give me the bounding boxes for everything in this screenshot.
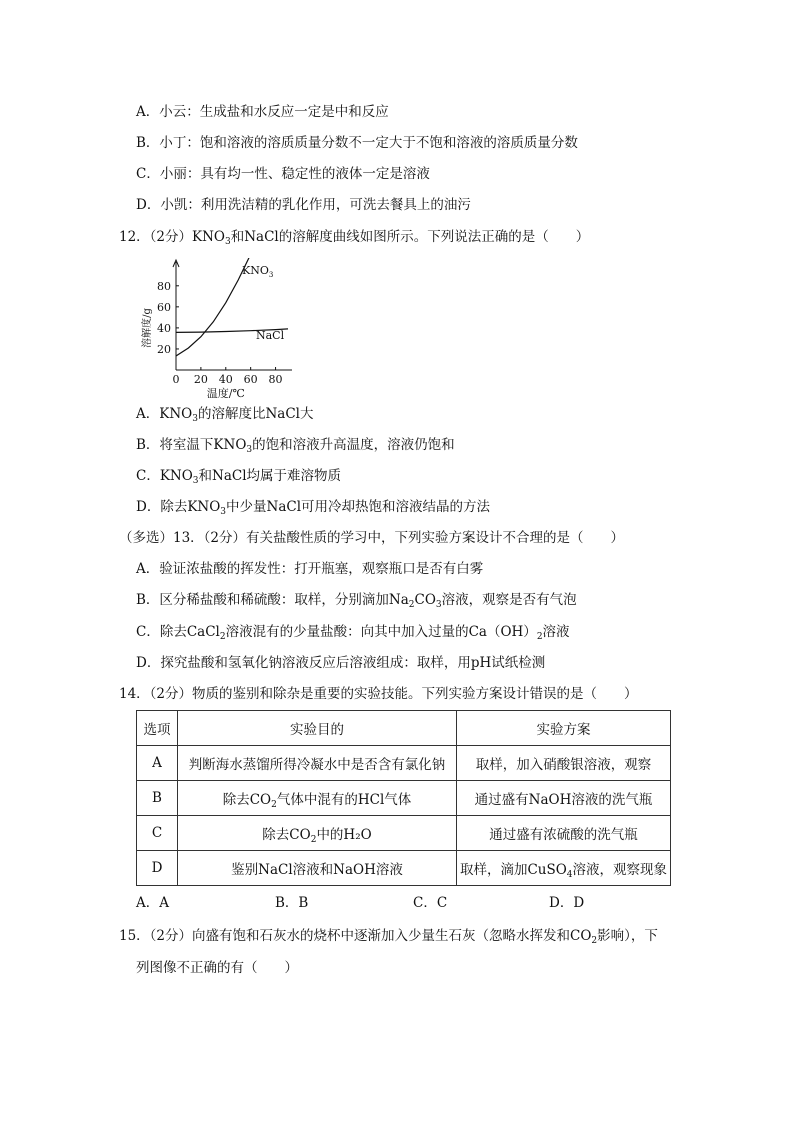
x-tick-label: 0 [172,373,180,386]
q11-option-c: C．小丽：具有均一性、稳定性的液体一定是溶液 [136,166,430,182]
row-plan: 通过盛有浓硫酸的洗气瓶 [457,816,671,851]
q13-option-c: C．除去CaCl$_2$溶液混有的少量盐酸：向其中加入过量的$Ca(OH)_2$溶液 [136,624,570,642]
y-axis-label: 溶解度/g [142,308,153,348]
row-option: A [137,746,178,781]
q13-option-a: A．验证浓盐酸的挥发性：打开瓶塞，观察瓶口是否有白雾 [136,561,484,577]
table-row [137,781,671,816]
x-axis-label: 温度/℃ [206,387,245,398]
row-plan: 通过盛有NaOH溶液的洗气瓶 [457,781,671,816]
q12-option-c: C．$KNO_3$和NaCl均属于难溶物质 [136,468,342,486]
x-tick-label: 80 [268,373,283,386]
row-option: D [137,851,178,886]
q12-option-a: A．$KNO_3$的溶解度比NaCl大 [136,406,314,424]
solubility-chart [140,258,300,398]
q15-stem-line2: 列图像不正确的有（ ） [136,960,298,976]
table-row [137,746,671,781]
q14-table [136,710,671,886]
series-label-kno3: $KNO_3$ [242,264,274,279]
q11-option-a: A．小云：生成盐和水反应一定是中和反应 [136,104,389,120]
table-header-row [137,711,671,746]
q11-option-b: B．小丁：饱和溶液的溶质质量分数不一定大于不饱和溶液的溶质质量分数 [136,135,578,151]
row-option: B [137,781,178,816]
header-plan: 实验方案 [457,711,671,746]
q13-option-b: B．区分稀盐酸和稀硫酸：取样，分别滴加$Na_2CO_3$溶液，观察是否有气泡 [136,592,577,610]
header-goal: 实验目的 [178,711,457,746]
chart-axes [173,260,292,370]
q14-answer-d: D．D [549,895,585,911]
q12-option-d: D．除去$KNO_3$中少量NaCl可用冷却热饱和溶液结晶的方法 [136,499,491,517]
table-row [137,816,671,851]
y-tick-label: 40 [157,321,171,335]
row-goal: 除去$CO_2$中的H₂O [178,816,457,851]
series-label-nacl: NaCl [256,329,285,342]
q12-option-b: B．将室温下$KNO_3$的饱和溶液升高温度，溶液仍饱和 [136,437,455,455]
q14-answer-a: A．A [136,895,169,911]
q14-answer-c: C．C [413,895,448,911]
row-goal: 判断海水蒸馏所得冷凝水中是否含有氯化钠 [178,746,457,781]
y-tick-label: 80 [157,279,171,293]
x-tick-label: 60 [243,373,258,386]
row-plan: 取样，滴加CuSO$_4$溶液，观察现象 [457,851,671,886]
q13-stem: （多选）13．（2分）有关盐酸性质的学习中，下列实验方案设计不合理的是（ ） [119,530,625,546]
header-option: 选项 [137,711,178,746]
q14-stem: 14．（2分）物质的鉴别和除杂是重要的实验技能。下列实验方案设计错误的是（ ） [119,686,638,702]
y-tick-label: 60 [157,300,171,314]
row-option: C [137,816,178,851]
y-tick-label: 20 [157,342,171,356]
row-goal: 除去$CO_2$气体中混有的HCl气体 [178,781,457,816]
table-row [137,851,671,886]
row-goal: 鉴别NaCl溶液和NaOH溶液 [178,851,457,886]
q11-option-d: D．小凯：利用洗洁精的乳化作用，可洗去餐具上的油污 [136,197,471,213]
x-tick-label: 20 [193,373,208,386]
q15-stem-line1: 15．（2分）向盛有饱和石灰水的烧杯中逐渐加入少量生石灰（忽略水挥发和$CO_2$影响），下 [119,928,658,946]
x-tick-label: 40 [218,373,233,386]
q13-option-d: D．探究盐酸和氢氧化钠溶液反应后溶液组成：取样，用pH试纸检测 [136,655,546,671]
q12-stem: 12．（2分）$KNO_3$和NaCl的溶解度曲线如图所示。下列说法正确的是（ ） [119,229,590,247]
q14-answer-b: B．B [275,895,309,911]
row-plan: 取样，加入硝酸银溶液，观察 [457,746,671,781]
